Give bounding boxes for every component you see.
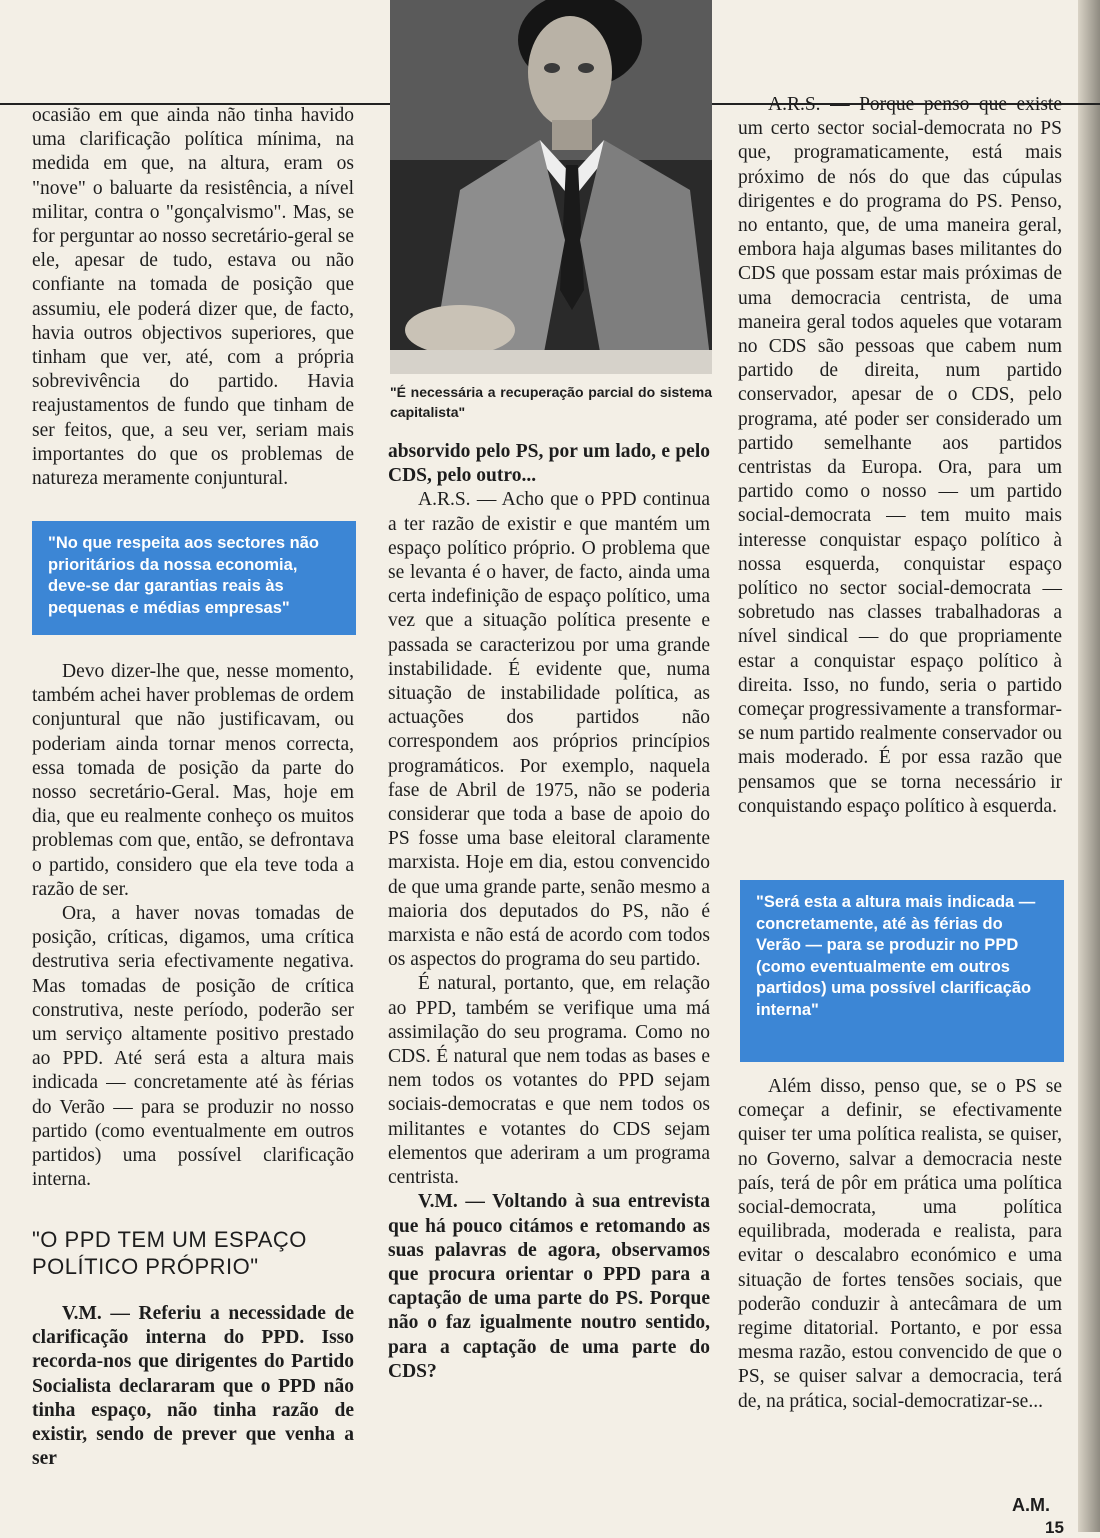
column-1-top: [32, 104, 354, 491]
paragraph: A.R.S. — Acho que o PPD continua a ter razão de existir e que mantém um espaço político próprio. O problema que se levanta é o haver, de facto, ainda uma certa indefinição de espaço político, uma vez que a situação política presente e passada se caracterizou por uma grande instabilidade. É evidente que, numa situação de instabilidade política, as actuações dos partidos não correspondem aos próprios princípios programáticos. Por exemplo, naquela fase de Abril de 1975, não se poderia considerar que toda a base de apoio do PS fosse uma base eleitoral claramente marxista. Hoje em dia, estou convencido de que uma grande parte, senão mesmo a maioria dos deputados do PS, não é marxista e não está de acordo com todos os aspectos do programa do seu partido.: [388, 489, 710, 971]
author-signature: A.M.: [1012, 1495, 1050, 1515]
page-edge: [1078, 0, 1100, 1532]
interviewer-question: V.M. — Referiu a necessidade de clarificação interna do PPD. Isso recorda-nos que dirigentes do Partido Socialista declararam que o PPD não tinha espaço, não tinha razão de existir, sendo de prever que venha a ser: [32, 1303, 354, 1470]
photo-caption: "É necessária a recuperação parcial do sistema capitalista": [390, 384, 712, 420]
interviewer-question-end: absorvido pelo PS, por um lado, e pelo CDS, pelo outro...: [388, 441, 710, 487]
paragraph: Ora, a haver novas tomadas de posição, críticas, digamos, uma crítica destrutiva seria efectivamente negativa. Mas tomadas de posição de crítica construtiva, neste período, poderão ser um serviço altamente positivo prestado ao PPD. Até será esta a altura mais indicada — concretamente até às férias do Verão — para se produzir no nosso partido (como eventualmente em outros partidos) uma possível clarificação interna.: [32, 903, 354, 1191]
interview-photo: [390, 0, 712, 374]
interviewer-question: V.M. — Voltando à sua entrevista que há pouco citámos e retomando as suas palavras de agora, observamos que procura orientar o PPD para a captação de uma parte do PS. Porque não o faz igualmente noutro sentido, para a captação de uma parte do CDS?: [388, 1191, 710, 1382]
section-heading: "O PPD TEM UM ESPAÇO POLÍTICO PRÓPRIO": [32, 1227, 307, 1279]
paragraph: Devo dizer-lhe que, nesse momento, também achei haver problemas de ordem conjuntural que não justificavam, ou poderiam ainda tornar menos correcta, essa tomada de posição da parte do nosso secretário-Geral. Mas, hoje em dia, que eu realmente conheço os muitos problemas com que, então, se defrontava o partido, considero que ela teve toda a razão de ser.: [32, 661, 354, 900]
page-number: 15: [1045, 1518, 1064, 1537]
pullquote-1: "No que respeita aos sectores não prioritários da nossa economia, deve-se dar garantias reais às pequenas e médias empresas": [32, 521, 356, 635]
column-1-middle: [32, 660, 354, 1192]
column-3-top: [738, 93, 1062, 819]
paragraph: É natural, portanto, que, em relação ao PPD, também se verifique uma má assimilação do seu programa. Como no CDS. É natural que nem todas as bases e nem todos os votantes do PPD sejam sociais-democratas e que nem todos os militantes e votantes do CDS sejam elementos que aderiram a um programa centrista.: [388, 973, 710, 1189]
paragraph: ocasião em que ainda não tinha havido uma clarificação política mínima, na medida em que, na altura, eram os "nove" o baluarte da resistência, a nível militar, contra o "gonçalvismo". Mas, se for perguntar ao nosso secretário-geral se ele, apesar de tudo, estava ou não confiante na tomada de posição que assumiu, ele poderá dizer que, de facto, havia outros objectivos superiores, que tinham que ver, até, com a própria sobrevivência do partido. Havia reajustamentos de fundo que tinham de ser feitos, que, a seu ver, seriam mais importantes do que os problemas de natureza meramente conjuntural.: [32, 105, 354, 490]
paragraph: A.R.S. — Porque penso que existe um certo sector social-democrata no PS que, programaticamente, está mais próximo de nós do que das cúpulas dirigentes e do programa do PS. Penso, no entanto, que, de uma maneira geral, embora haja algumas bases militantes do CDS que possam estar mais próximas de uma democracia centrista, de uma maneira geral todos aqueles que votaram no CDS são pessoas que cabem num partido de direita, num partido conservador, apesar de o CDS, pelo programa, até poder ser considerado um partido semelhante aos partidos centristas da Europa. Ora, para um partido como o nosso — um partido social-democrata — tem muito mais interesse conquistar espaço político à nossa esquerda, conquistar espaço político no sector social-democrata — sobretudo nas classes trabalhadoras a nível sindical — do que propriamente estar a conquistar espaço político à direita. Isso, no fundo, seria o partido começar progressivamente a transformar-se num partido realmente conservador ou mais moderado. É por essa razão que pensamos que se torna necessário ir conquistando espaço político à esquerda.: [738, 94, 1062, 817]
column-2: [388, 440, 710, 1384]
photo-illustration: [390, 0, 712, 374]
paragraph: Além disso, penso que, se o PS se começar a definir, se efectivamente quiser ter uma política realista, se quiser, no Governo, salvar a democracia neste país, terá de pôr em prática uma política social-democrata, uma política equilibrada, moderada e realista, para evitar o descalabro económico e uma situação de fortes tensões sociais, que poderão conduzir à antecâmara de um regime ditatorial. Portanto, e por essa mesma razão, estou convencido de que o PS, se quiser salvar a democracia, terá de, na prática, social-democratizar-se...: [738, 1076, 1062, 1412]
column-1-question: [32, 1302, 354, 1471]
column-3-bottom: [738, 1075, 1062, 1414]
pullquote-2: "Será esta a altura mais indicada — concretamente, até às férias do Verão — para se produzir no PPD (como eventualmente em outros partidos) uma possível clarificação interna": [740, 880, 1064, 1062]
